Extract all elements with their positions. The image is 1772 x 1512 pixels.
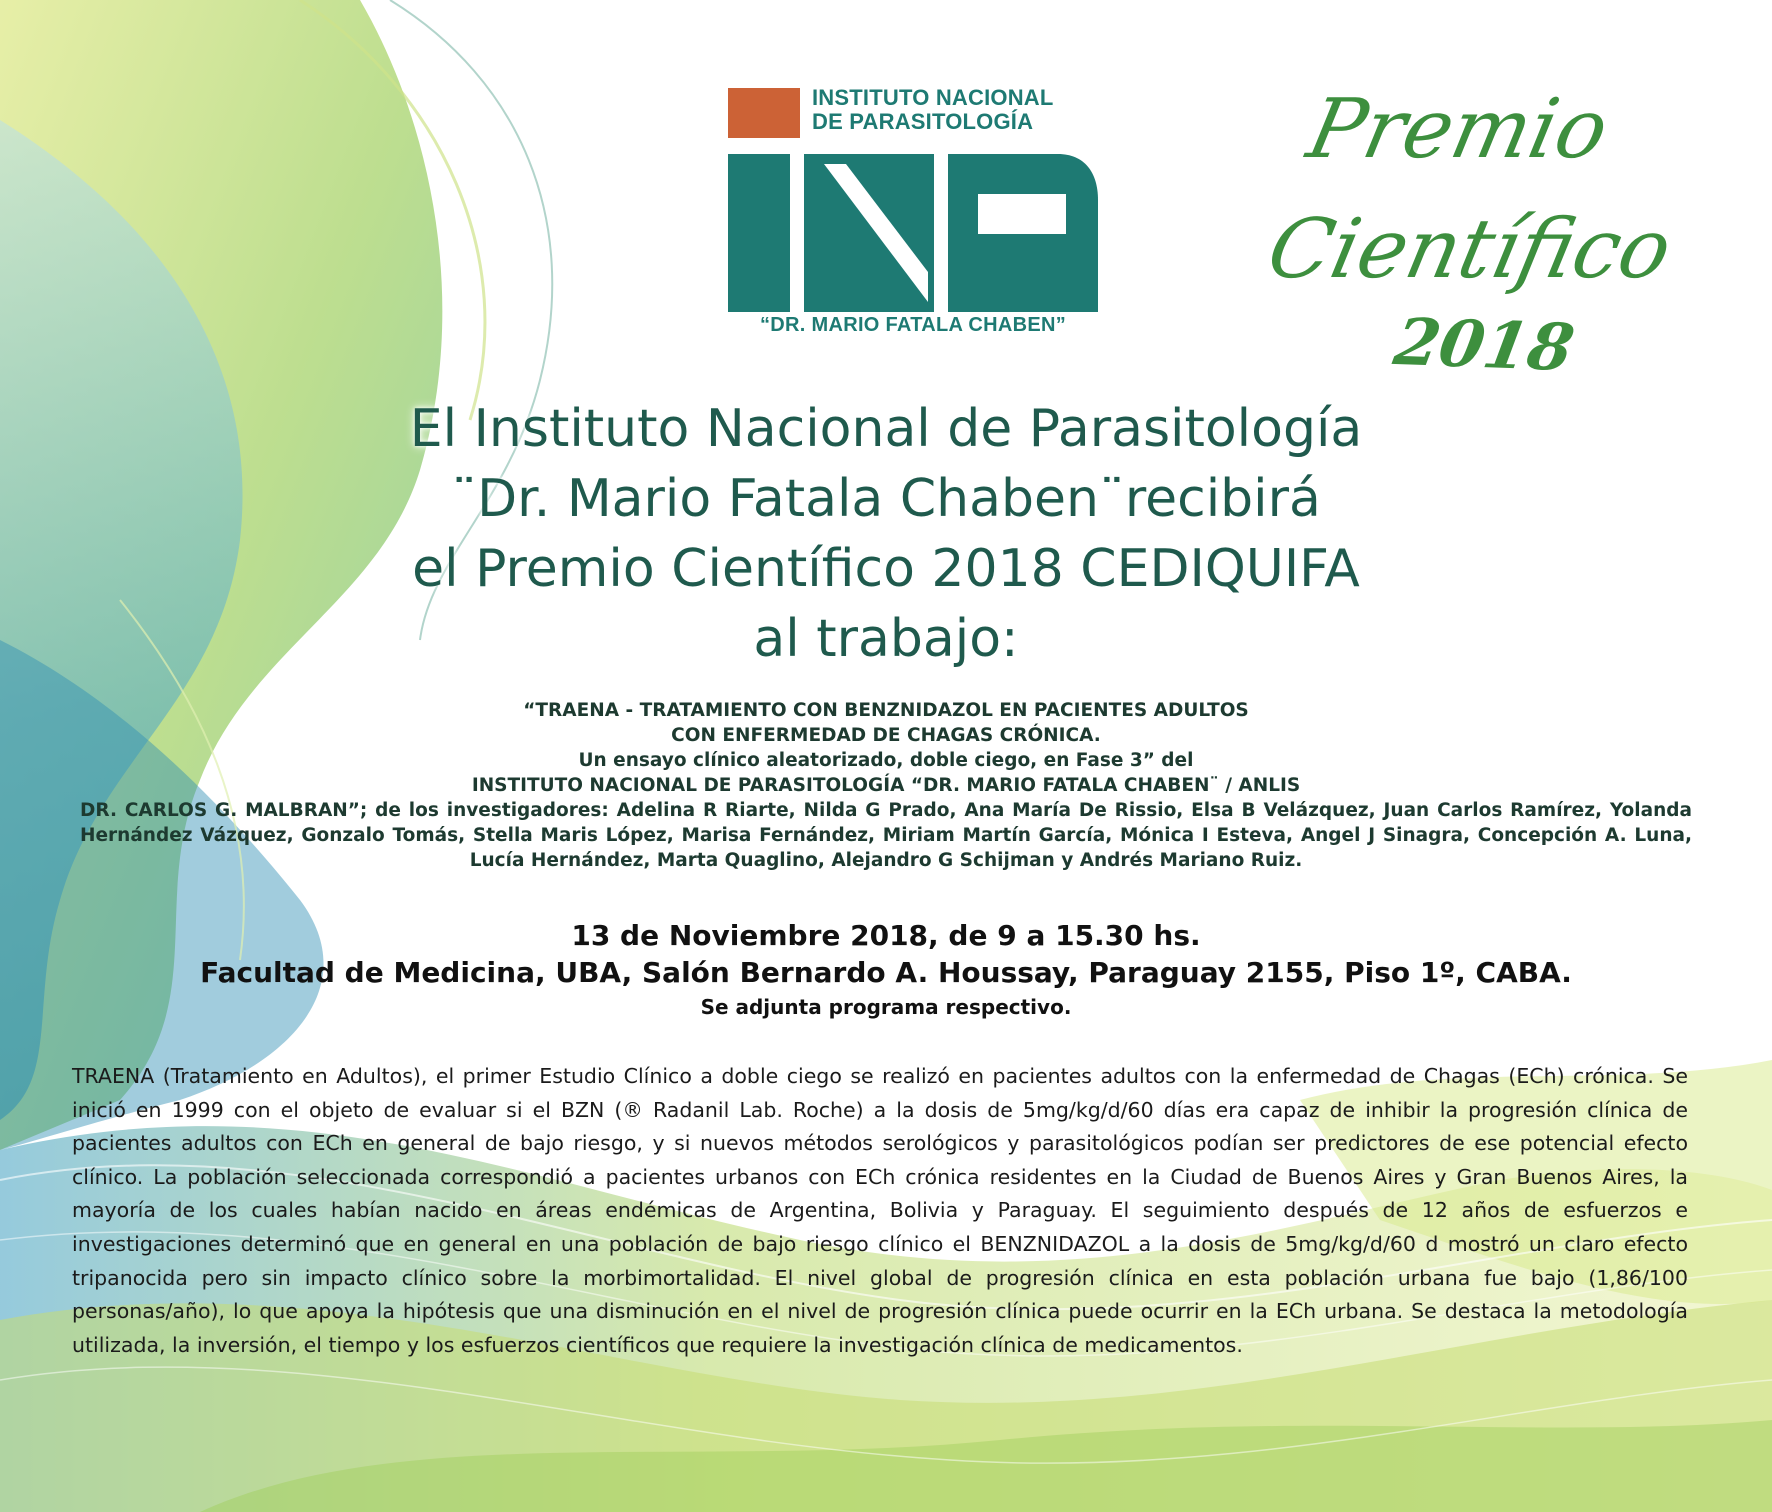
- work-title-line4: INSTITUTO NACIONAL DE PARASITOLOGÍA “DR. MARIO FATALA CHABEN¨ / ANLIS: [471, 775, 1301, 796]
- event-details: [80, 918, 1692, 1022]
- logo-inp-monogram: [728, 154, 1098, 312]
- award-script-title: [1250, 62, 1680, 392]
- logo-subtitle: “DR. MARIO FATALA CHABEN”: [760, 314, 1066, 336]
- logo-name-line2: DE PARASITOLOGÍA: [812, 109, 1034, 134]
- institute-logo: [728, 82, 1098, 342]
- work-title-line1: “TRAENA - TRATAMIENTO CON BENZNIDAZOL EN PACIENTES ADULTOS: [523, 700, 1249, 721]
- summary-paragraph: TRAENA (Tratamiento en Adultos), el primer Estudio Clínico a doble ciego se realizó en pacientes adultos con la enfermedad de Chagas (ECh) crónica. Se inició en 1999 con el objeto de evaluar si el BZN (® Radanil Lab. Roche) a la dosis de 5mg/kg/d/60 días era capaz de inhibir la progresión clínica de pacientes adultos con ECh en general de bajo riesgo, y si nuevos métodos serológicos y parasitológicos podían ser predictores de ese potencial efecto clínico. La población seleccionada correspondió a pacientes urbanos con ECh crónica residentes en la Ciudad de Buenos Aires y Gran Buenos Aires, la mayoría de los cuales habían nacido en áreas endémicas de Argentina, Bolivia y Paraguay. El seguimiento después de 12 años de esfuerzos e investigaciones determinó que en general en una población de bajo riesgo clínico el BENZNIDAZOL a la dosis de 5mg/kg/d/60 d mostró un claro efecto tripanocida pero sin impacto clínico sobre la morbimortalidad. El nivel global de progresión clínica en esta población urbana fue bajo (1,86/100 personas/año), lo que apoya la hipótesis que una disminución en el nivel de progresión clínica puede ocurrir en la ECh urbana. Se destaca la metodología utilizada, la inversión, el tiempo y los esfuerzos científicos que requiere la investigación clínica de medicamentos.: [72, 1064, 1688, 1357]
- award-line1: Premio: [1299, 82, 1617, 177]
- logo-orange-square: [728, 88, 800, 138]
- event-date: 13 de Noviembre 2018, de 9 a 15.30 hs.: [571, 919, 1201, 952]
- logo-name-line1: INSTITUTO NACIONAL: [812, 85, 1054, 110]
- award-year: 2018: [1388, 304, 1580, 387]
- work-title-line3: Un ensayo clínico aleatorizado, doble ciego, en Fase 3” del: [578, 750, 1194, 771]
- logo-institute-name: [812, 86, 1112, 134]
- work-title-block: [80, 698, 1692, 873]
- heading-line2: ¨Dr. Mario Fatala Chaben¨recibirá: [451, 469, 1321, 529]
- event-note: Se adjunta programa respectivo.: [700, 995, 1072, 1019]
- heading-line3: el Premio Científico 2018 CEDIQUIFA: [412, 539, 1360, 599]
- heading-line4: al trabajo:: [753, 609, 1019, 669]
- work-authors: DR. CARLOS G. MALBRAN”; de los investigadores: Adelina R Riarte, Nilda G Prado, Ana María De Rissio, Elsa B Velázquez, Juan Carlos Ramírez, Yolanda Hernández Vázquez, Gonzalo Tomás, Stella Maris López, Marisa Fernández, Miriam Martín García, Mónica I Esteva, Angel J Sinagra, Concepción A. Luna, Lucía Hernández, Marta Quaglino, Alejandro G Schijman y Andrés Mariano Ruiz.: [80, 800, 1692, 871]
- heading-line1: El Instituto Nacional de Parasitología: [409, 399, 1363, 459]
- award-line2: Científico: [1259, 202, 1680, 297]
- work-title-line2: CON ENFERMEDAD DE CHAGAS CRÓNICA.: [671, 725, 1101, 746]
- event-place: Facultad de Medicina, UBA, Salón Bernardo A. Houssay, Paraguay 2155, Piso 1º, CABA.: [200, 956, 1572, 989]
- main-heading: [300, 394, 1472, 674]
